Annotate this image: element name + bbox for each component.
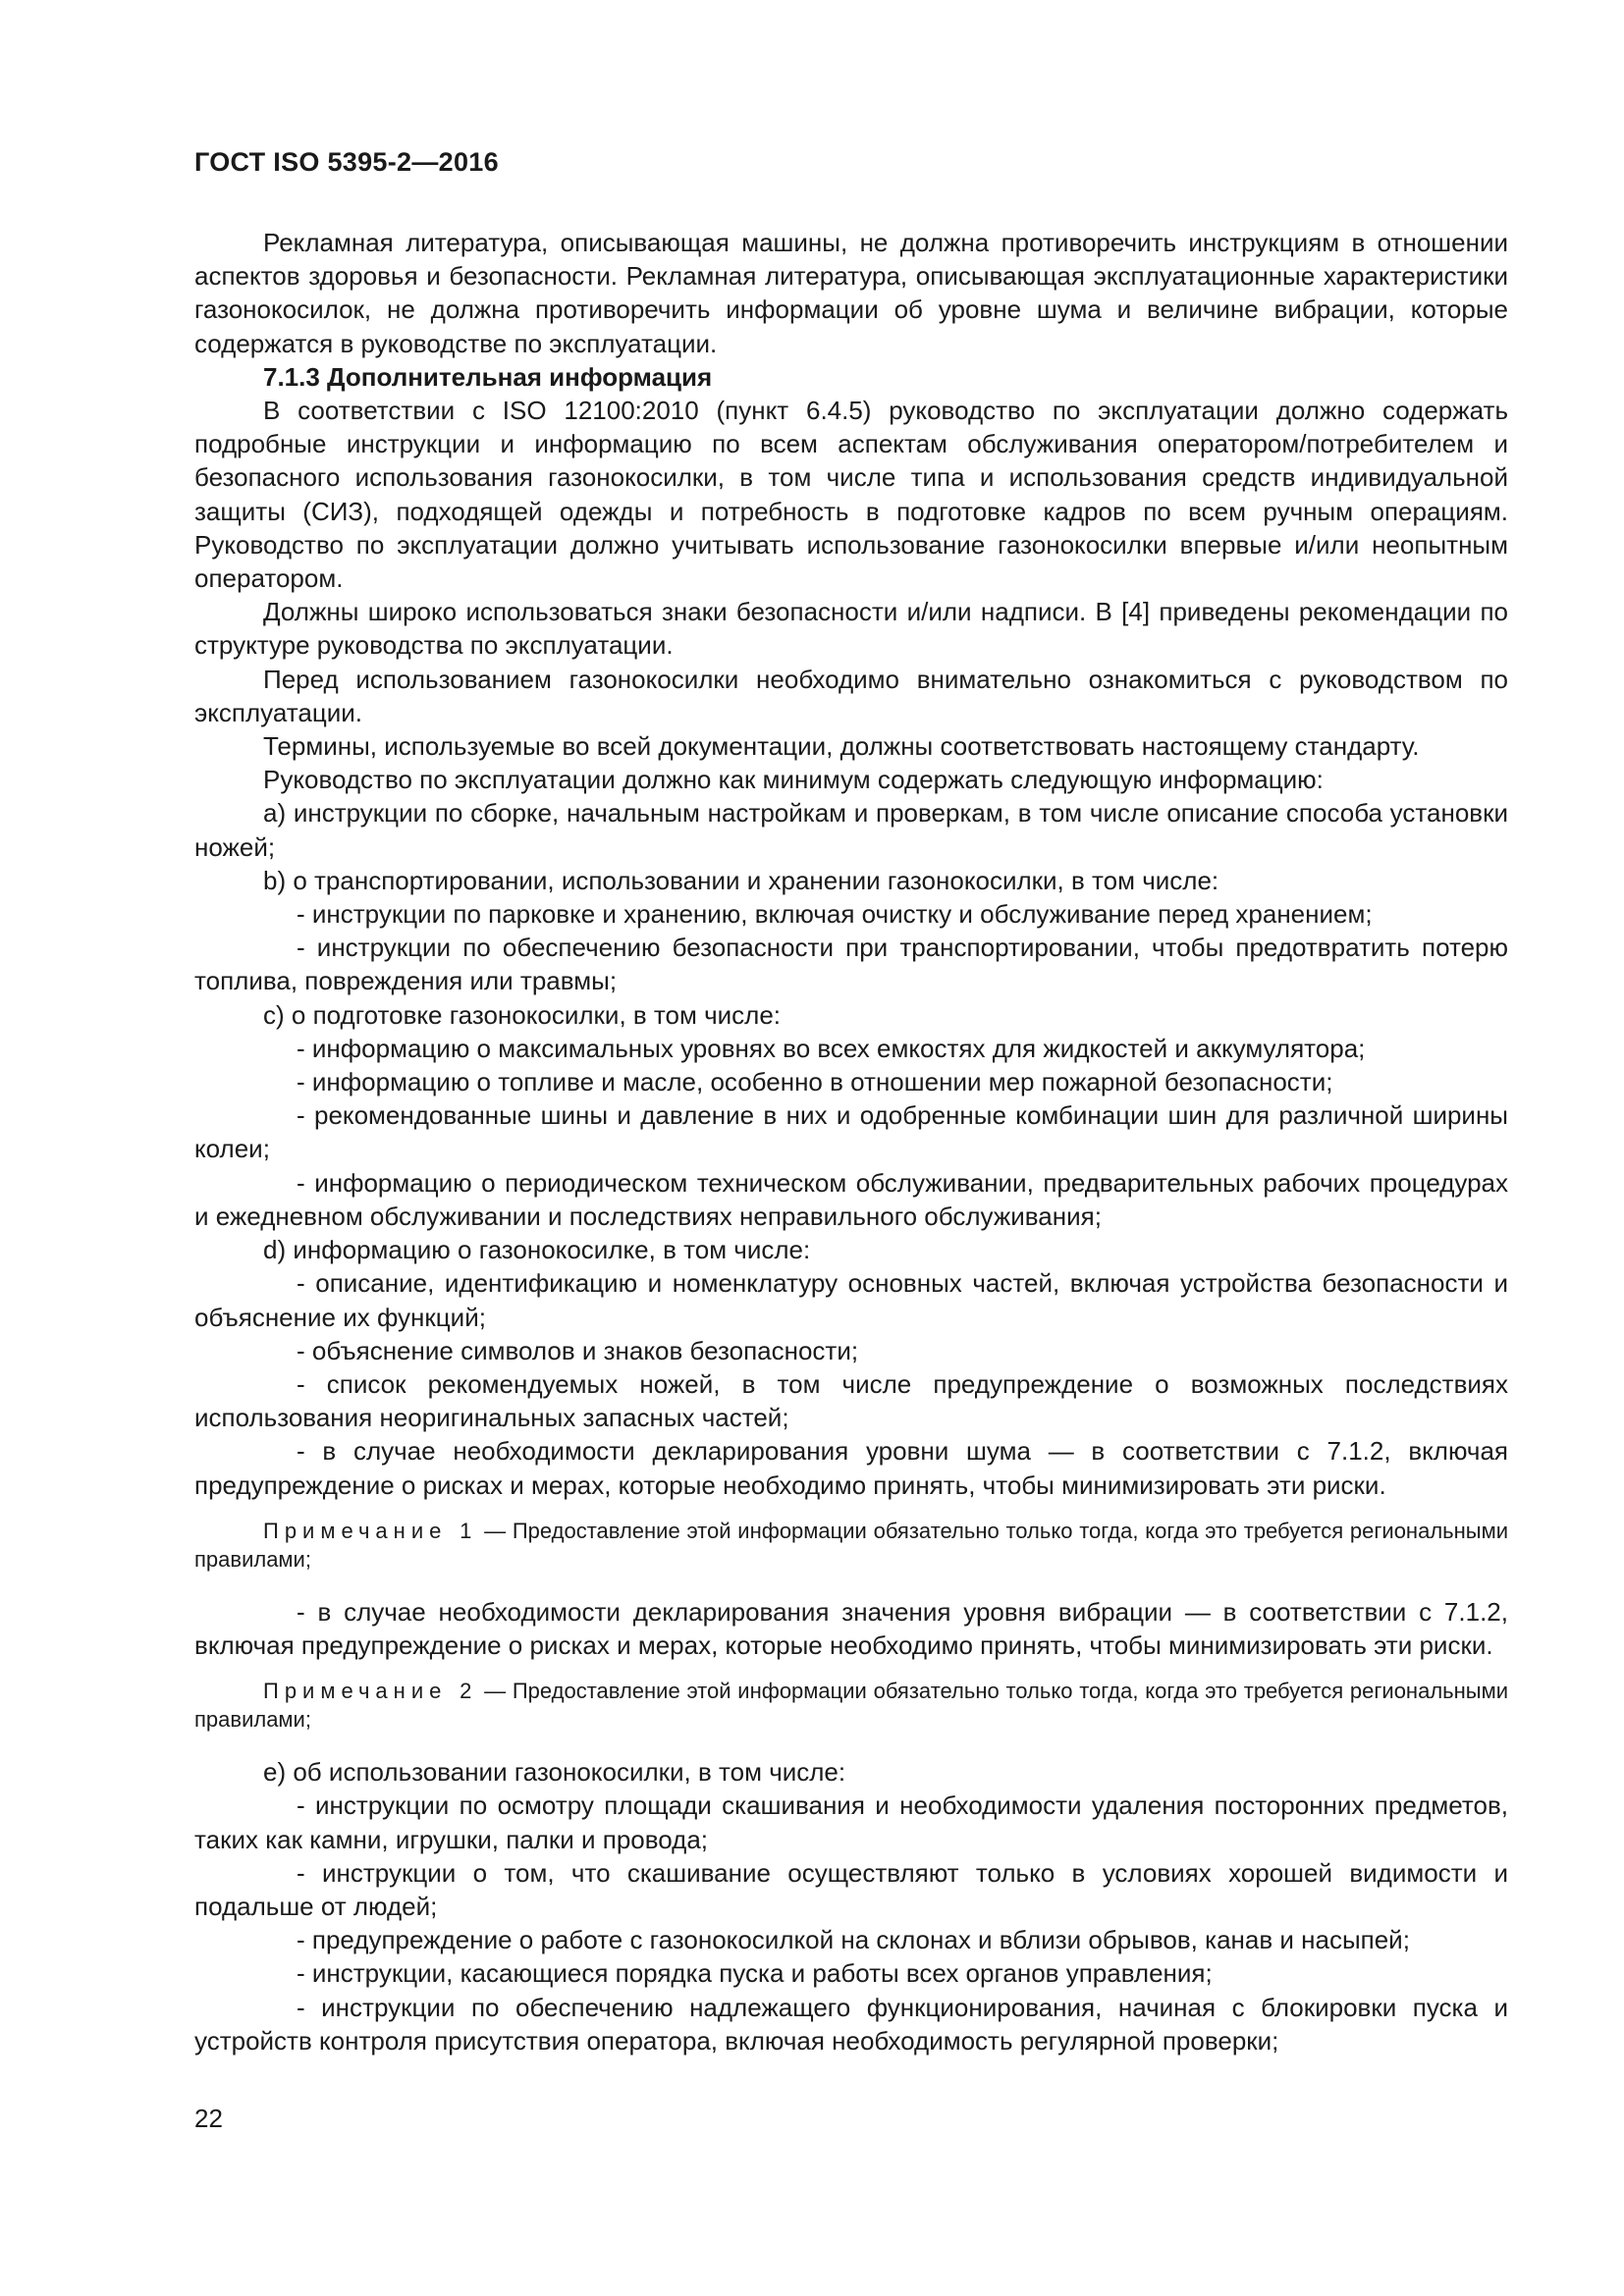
paragraph: e) об использовании газонокосилки, в том числе: bbox=[263, 1757, 846, 1788]
paragraph: Термины, используемые во всей документации, должны соответствовать настоящему стандарту. bbox=[263, 731, 1420, 762]
paragraph: Руководство по эксплуатации должно как минимум содержать следующую информацию: bbox=[263, 765, 1324, 795]
paragraph: c) о подготовке газонокосилки, в том числе: bbox=[263, 999, 782, 1030]
paragraph: a) инструкции по сборке, начальным настройкам и проверкам, в том числе описание способа установки ножей; bbox=[194, 798, 1508, 862]
list-item: - инструкции по обеспечению надлежащего функционирования, начиная с блокировки пуска и устройств контроля присутствия оператора, включая необходимость регулярной проверки; bbox=[194, 1992, 1508, 2056]
list-item: - рекомендованные шины и давление в них и одобренные комбинации шин для различной ширины колеи; bbox=[194, 1100, 1508, 1164]
list-item: - описание, идентификацию и номенклатуру основных частей, включая устройства безопасности и объяснение их функций; bbox=[194, 1268, 1508, 1332]
note bbox=[194, 1677, 1508, 1734]
page-number: 22 bbox=[194, 2104, 223, 2133]
note-text: — Предоставление этой информации обязательно только тогда, когда это требуется региональными правилами; bbox=[194, 1679, 1508, 1733]
document-body bbox=[194, 226, 1508, 2057]
note-text: — Предоставление этой информации обязательно только тогда, когда это требуется региональными правилами; bbox=[194, 1518, 1508, 1572]
list-item: - в случае необходимости декларирования значения уровня вибрации — в соответствии с 7.1.2, включая предупреждение о рисках и мерах, которые необходимо принять, чтобы минимизировать эти риски. bbox=[194, 1596, 1508, 1660]
section-heading: 7.1.3 Дополнительная информация bbox=[263, 361, 713, 392]
list-item: - предупреждение о работе с газонокосилкой на склонах и вблизи обрывов, канав и насыпей; bbox=[297, 1925, 1410, 1955]
paragraph: Перед использованием газонокосилки необходимо внимательно ознакомиться с руководством по эксплуатации. bbox=[194, 664, 1508, 727]
list-item: - в случае необходимости декларирования уровни шума — в соответствии с 7.1.2, включая предупреждение о рисках и мерах, которые необходимо принять, чтобы минимизировать эти риски. bbox=[194, 1436, 1508, 1500]
document-header: ГОСТ ISO 5395-2—2016 bbox=[194, 147, 499, 177]
list-item: - инструкции по парковке и хранению, включая очистку и обслуживание перед хранением; bbox=[297, 899, 1373, 930]
note-label: Примечание 2 bbox=[263, 1679, 478, 1704]
paragraph: Должны широко использоваться знаки безопасности и/или надписи. В [4] приведены рекомендации по структуре руководства по эксплуатации. bbox=[194, 597, 1508, 661]
list-item: - объяснение символов и знаков безопасности; bbox=[297, 1335, 859, 1365]
paragraph: b) о транспортировании, использовании и хранении газонокосилки, в том числе: bbox=[263, 865, 1219, 895]
list-item: - инструкции по осмотру площади скашивания и необходимости удаления посторонних предметов, таких как камни, игрушки, палки и провода; bbox=[194, 1790, 1508, 1854]
list-item: - информацию о топливе и масле, особенно в отношении мер пожарной безопасности; bbox=[297, 1067, 1333, 1097]
list-item: - инструкции, касающиеся порядка пуска и работы всех органов управления; bbox=[297, 1958, 1213, 1989]
list-item: - информацию о максимальных уровнях во всех емкостях для жидкостей и аккумулятора; bbox=[297, 1033, 1366, 1063]
paragraph: В соответствии с ISO 12100:2010 (пункт 6.4.5) руководство по эксплуатации должно содержать подробные инструкции и информацию по всем аспектам обслуживания оператором/потребителем и безопасного использования газонокосилки, в том числе типа и использования средств индивидуальной защиты (СИЗ), подходящей одежды и потребность в подготовке кадров по всем ручным операциям. Руководство по эксплуатации должно учитывать использование газонокосилки впервые и/или неопытным оператором. bbox=[194, 396, 1508, 594]
list-item: - список рекомендуемых ножей, в том числе предупреждение о возможных последствиях использования неоригинальных запасных частей; bbox=[194, 1368, 1508, 1433]
list-item: - инструкции о том, что скашивание осуществляют только в условиях хорошей видимости и подальше от людей; bbox=[194, 1857, 1508, 1921]
paragraph: d) информацию о газонокосилке, в том числе: bbox=[263, 1235, 811, 1265]
list-item: - информацию о периодическом техническом обслуживании, предварительных рабочих процедурах и ежедневном обслуживании и последствиях неправильного обслуживания; bbox=[194, 1167, 1508, 1231]
note bbox=[194, 1517, 1508, 1574]
list-item: - инструкции по обеспечению безопасности при транспортировании, чтобы предотвратить потерю топлива, повреждения или травмы; bbox=[194, 933, 1508, 996]
paragraph: Рекламная литература, описывающая машины, не должна противоречить инструкциям в отношении аспектов здоровья и безопасности. Рекламная литература, описывающая эксплуатационные характеристики газонокосилок, не должна противоречить информации об уровне шума и величине вибрации, которые содержатся в руководстве по эксплуатации. bbox=[194, 228, 1508, 358]
note-label: Примечание 1 bbox=[263, 1518, 478, 1543]
